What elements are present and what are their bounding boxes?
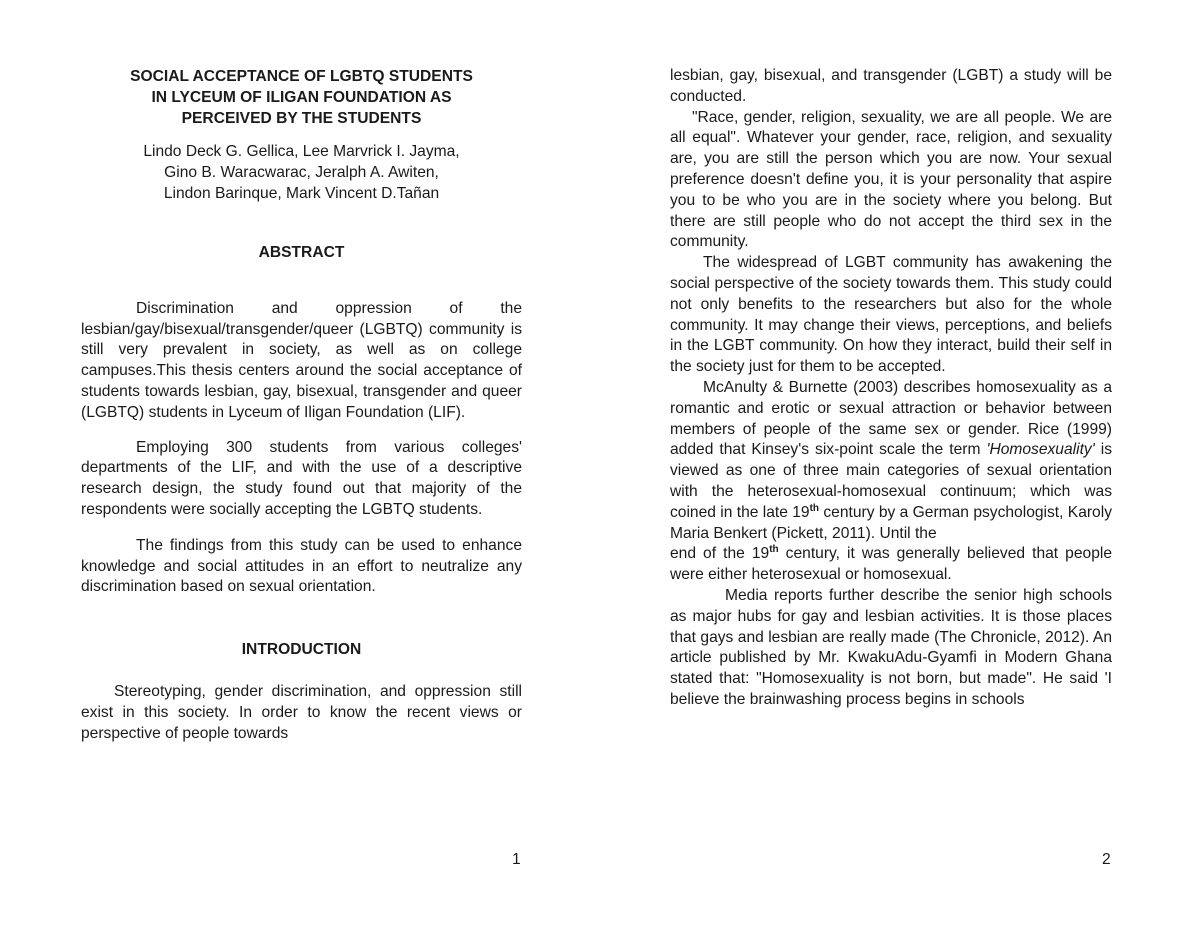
italic-term: 'Homosexuality' <box>986 441 1095 459</box>
page-number-right: 2 <box>1102 851 1111 868</box>
abstract-paragraph: Employing 300 students from various colleges' departments of the LIF, and with the use of a descriptive research design, the study found out that majority of the respondents were socially accepting the LGBTQ students. <box>81 438 522 518</box>
title-line: SOCIAL ACCEPTANCE OF LGBTQ STUDENTS <box>130 68 473 85</box>
author-line: Lindo Deck G. Gellica, Lee Marvrick I. Jayma, <box>143 143 460 160</box>
body-paragraph: The widespread of LGBT community has awakening the social perspective of the society towards them. This study could not only benefits to the researchers but also for the whole community. It may change their views, perceptions, and beliefs in the LGBT community. On how they interact, build their self in the society just for them to be accepted. <box>670 254 1112 376</box>
left-page-column <box>81 66 522 744</box>
abstract-heading: ABSTRACT <box>258 244 345 261</box>
right-page-column <box>670 66 1112 711</box>
abstract-paragraph: The findings from this study can be used to enhance knowledge and social attitudes in an effort to neutralize any discrimination based on sexual orientation. <box>81 536 522 596</box>
author-list <box>81 141 522 204</box>
title-line: PERCEIVED BY THE STUDENTS <box>181 110 422 127</box>
body-paragraph: McAnulty & Burnette (2003) describes homosexuality as a romantic and erotic or sexual attraction or behavior between members of people of the same sex or gender. Rice (1999) added that Kinsey's six-point scale the term 'Homosexuality' is viewed as one of three main categories of sexual orientation with the heterosexual-homosexual continuum; which was coined in the late 19th century by a German psychologist, Karoly Maria Benkert (Pickett, 2011). Until the <box>670 378 1112 542</box>
introduction-paragraph: Stereotyping, gender discrimination, and oppression still exist in this society. In order to know the recent views or perspective of people towards <box>81 682 522 742</box>
paper-title <box>81 66 522 129</box>
body-paragraph: end of the 19th century, it was generally believed that people were either heterosexual or homosexual. <box>670 544 1113 584</box>
body-paragraph: "Race, gender, religion, sexuality, we are all people. We are all equal". Whatever your gender, race, religion, and sexuality are, you are still the person which you are now. Your sexual preference doesn't define you, it is your personality that aspire you to be who you are in the society where you belong. But there are still people who do not accept the third sex in the community. <box>670 108 1112 251</box>
title-line: IN LYCEUM OF ILIGAN FOUNDATION AS <box>151 89 452 106</box>
abstract-paragraph: Discrimination and oppression of the lesbian/gay/bisexual/transgender/queer (LGBTQ) community is still very prevalent in society, as well as on college campuses.This thesis centers around the social acceptance of students towards lesbian, gay, bisexual, transgender and queer (LGBTQ) students in Lyceum of Iligan Foundation (LIF). <box>81 299 522 421</box>
body-paragraph: Media reports further describe the senior high schools as major hubs for gay and lesbian activities. It is those places that gays and lesbian are really made (The Chronicle, 2012). An article published by Mr. KwakuAdu-Gyamfi in Modern Ghana stated that: "Homosexuality is not born, but made". He said 'I believe the brainwashing process begins in schools <box>670 586 1112 708</box>
author-line: Lindon Barinque, Mark Vincent D.Tañan <box>163 185 440 202</box>
author-line: Gino B. Waracwarac, Jeralph A. Awiten, <box>164 164 439 181</box>
body-paragraph: lesbian, gay, bisexual, and transgender (LGBT) a study will be conducted. <box>670 67 1112 105</box>
page-number-left: 1 <box>512 851 521 868</box>
introduction-heading: INTRODUCTION <box>241 641 362 659</box>
